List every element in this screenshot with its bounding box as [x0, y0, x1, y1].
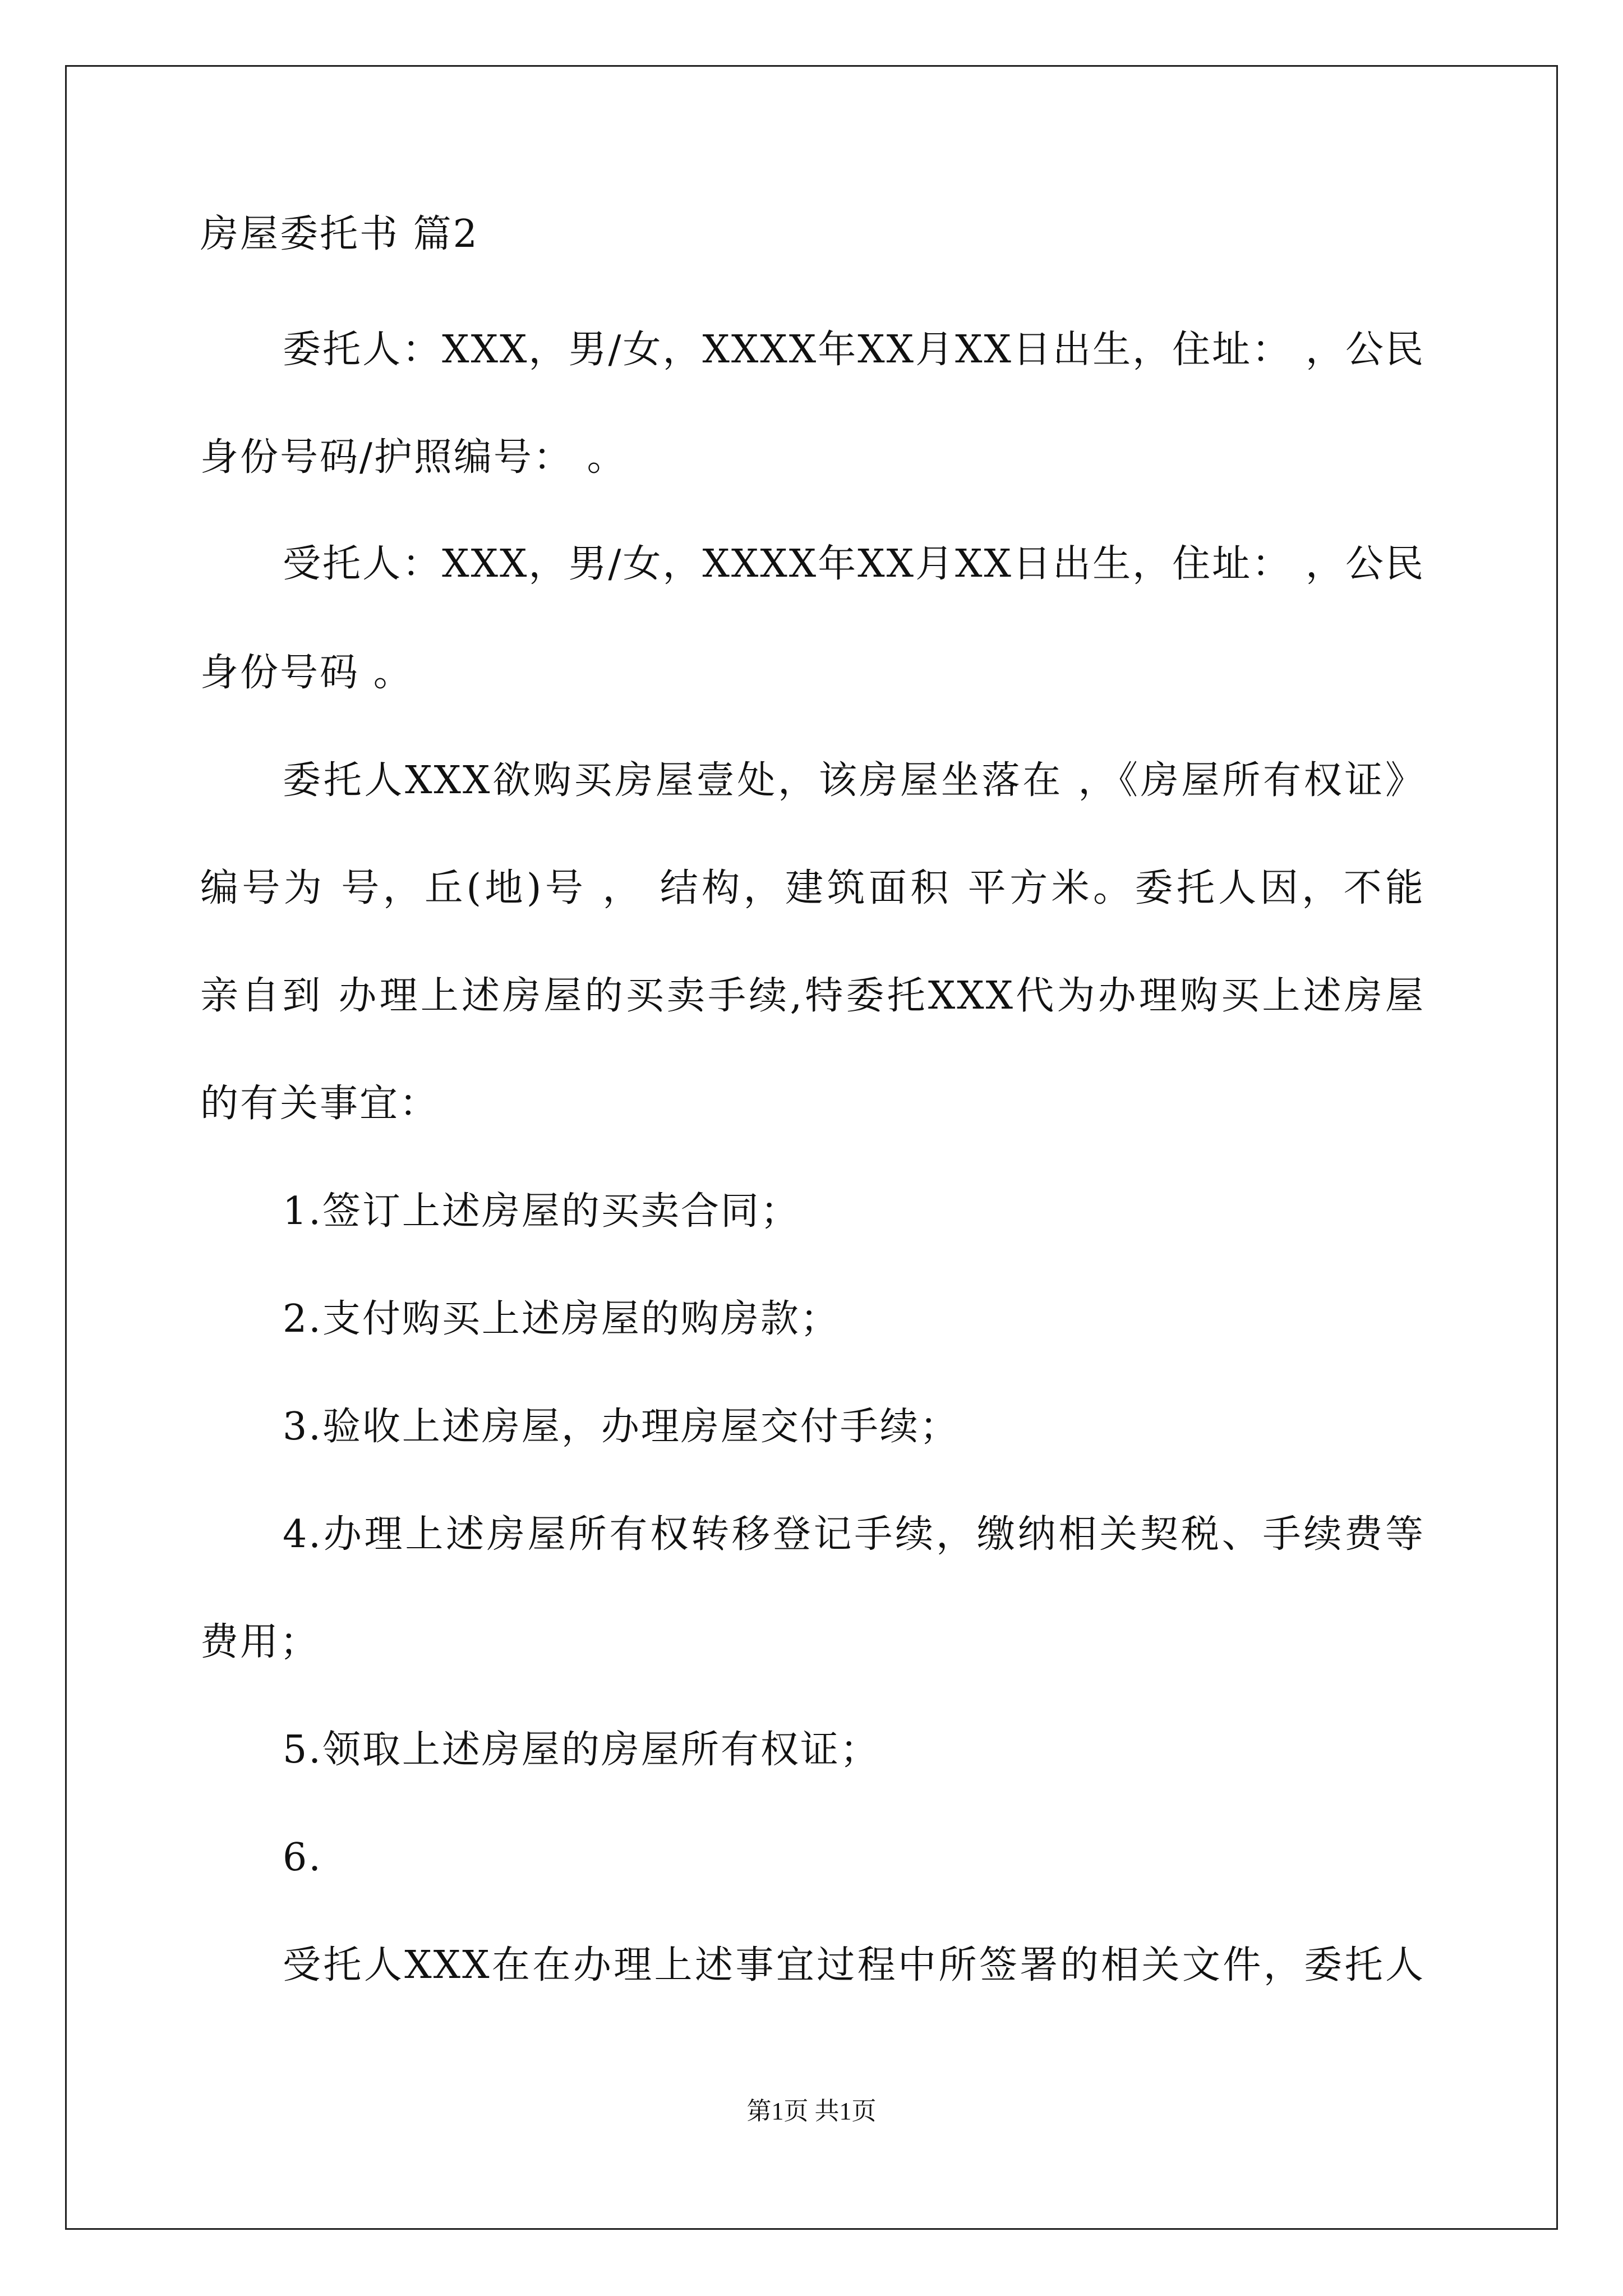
page-footer: 第1页 共1页 — [746, 2097, 877, 2125]
paragraph-line: 的有关事宜： — [200, 1082, 440, 1126]
paragraph-line: 受托人XXX在在办理上述事宜过程中所签署的相关文件，委托人 — [283, 1943, 1425, 1987]
paragraph-line: 费用； — [200, 1620, 320, 1664]
list-item: 5.领取上述房屋的房屋所有权证； — [283, 1728, 880, 1772]
list-item: 6. — [283, 1835, 322, 1880]
paragraph-line: 亲自到 办理上述房屋的买卖手续,特委托XXX代为办理购买上述房屋 — [200, 974, 1425, 1018]
document-title: 房屋委托书 篇2 — [200, 212, 479, 256]
paragraph-line: 身份号码/护照编号： 。 — [200, 435, 627, 480]
paragraph-line: 编号为 号，丘(地)号 ， 结构，建筑面积 平方米。委托人因，不能 — [200, 866, 1425, 910]
list-item: 1.签订上述房屋的买卖合同； — [283, 1189, 800, 1234]
list-item: 3.验收上述房屋，办理房屋交付手续； — [283, 1405, 960, 1449]
paragraph-line: 委托人XXX欲购买房屋壹处，该房屋坐落在 ，《房屋所有权证》 — [283, 758, 1425, 803]
list-item: 2.支付购买上述房屋的购房款； — [283, 1297, 840, 1341]
page-border — [65, 65, 1558, 2230]
paragraph-line: 委托人：XXX，男/女，XXXX年XX月XX日出生，住址： ，公民 — [283, 328, 1425, 372]
paragraph-line: 身份号码 。 — [200, 651, 413, 695]
list-item: 4.办理上述房屋所有权转移登记手续，缴纳相关契税、手续费等 — [283, 1512, 1425, 1557]
paragraph-line: 受托人：XXX，男/女，XXXX年XX月XX日出生，住址： ，公民 — [283, 542, 1425, 586]
